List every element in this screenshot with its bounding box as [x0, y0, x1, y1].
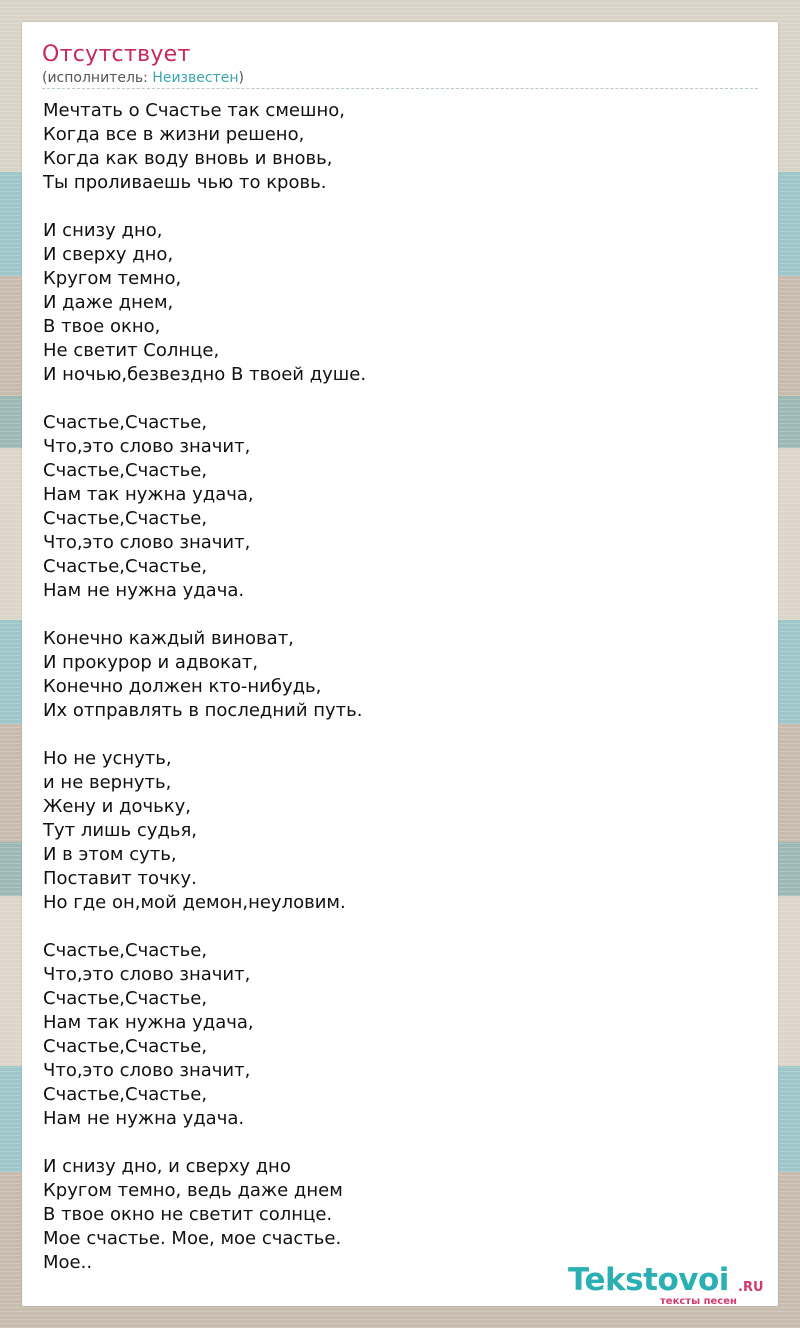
lyric-line: Когда все в жизни решено, — [43, 124, 305, 145]
lyric-line: Тут лишь судья, — [43, 820, 198, 841]
lyric-line — [43, 723, 743, 747]
lyric-line: Что,это слово значит, — [43, 1060, 251, 1081]
lyric-line: И в этом суть, — [43, 844, 177, 865]
artist-link[interactable]: Неизвестен — [152, 70, 239, 86]
lyric-line: Что,это слово значит, — [43, 532, 251, 553]
lyric-line — [43, 915, 743, 939]
lyric-line: Нам так нужна удача, — [43, 1012, 254, 1033]
lyric-line: Но где он,мой демон,неуловим. — [43, 892, 346, 913]
lyric-line: И сверху дно, — [43, 244, 174, 265]
lyric-line: Счастье,Счастье, — [43, 940, 208, 961]
lyric-line — [43, 603, 743, 627]
lyric-line: В твое окно не светит солнце. — [43, 1204, 333, 1225]
logo-tagline: тексты песен — [660, 1296, 737, 1307]
lyric-line: Счастье,Счастье, — [43, 1036, 208, 1057]
lyric-line: Что,это слово значит, — [43, 964, 251, 985]
lyric-line: Мое.. — [43, 1252, 93, 1273]
artist-line — [42, 70, 244, 86]
lyric-line: Счастье,Счастье, — [43, 460, 208, 481]
lyric-line: Когда как воду вновь и вновь, — [43, 148, 333, 169]
lyric-line: И снизу дно, — [43, 220, 163, 241]
lyric-line: Что,это слово значит, — [43, 436, 251, 457]
lyric-line: Счастье,Счастье, — [43, 1084, 208, 1105]
lyric-line: Мое счастье. Мое, мое счастье. — [43, 1228, 342, 1249]
lyric-line: Счастье,Счастье, — [43, 556, 208, 577]
site-logo[interactable] — [568, 1262, 774, 1306]
lyric-line: Мечтать о Счастье так смешно, — [43, 100, 345, 121]
lyric-line: Их отправлять в последний путь. — [43, 700, 363, 721]
lyric-line: Поставит точку. — [43, 868, 197, 889]
lyrics-card — [22, 22, 778, 1306]
lyric-line — [43, 195, 743, 219]
lyric-line — [43, 1131, 743, 1155]
logo-tld: .RU — [738, 1280, 764, 1295]
logo-wordmark: Tekstovoi — [568, 1262, 729, 1298]
lyric-line: Но не уснуть, — [43, 748, 172, 769]
lyric-line: И даже днем, — [43, 292, 174, 313]
title-divider — [42, 88, 758, 89]
lyric-line: В твое окно, — [43, 316, 161, 337]
lyrics-text — [43, 99, 743, 1275]
lyric-line: Счастье,Счастье, — [43, 988, 208, 1009]
lyric-line: Конечно каждый виноват, — [43, 628, 294, 649]
lyric-line: Кругом темно, — [43, 268, 182, 289]
lyric-line: И прокурор и адвокат, — [43, 652, 259, 673]
artist-prefix: (исполнитель: — [42, 70, 153, 86]
lyric-line: Нам так нужна удача, — [43, 484, 254, 505]
lyric-line: Счастье,Счастье, — [43, 412, 208, 433]
lyric-line: И снизу дно, и сверху дно — [43, 1156, 291, 1177]
lyric-line: Нам не нужна удача. — [43, 1108, 245, 1129]
lyric-line: Счастье,Счастье, — [43, 508, 208, 529]
lyric-line: Не светит Солнце, — [43, 340, 220, 361]
lyric-line: И ночью,безвездно В твоей душе. — [43, 364, 367, 385]
lyric-line — [43, 387, 743, 411]
lyric-line: Кругом темно, ведь даже днем — [43, 1180, 343, 1201]
lyric-line: Жену и дочьку, — [43, 796, 191, 817]
lyric-line: Ты проливаешь чью то кровь. — [43, 172, 327, 193]
lyric-line: Конечно должен кто-нибудь, — [43, 676, 322, 697]
artist-suffix: ) — [238, 70, 244, 86]
lyric-line: Нам не нужна удача. — [43, 580, 245, 601]
song-title: Отсутствует — [42, 42, 191, 67]
lyric-line: и не вернуть, — [43, 772, 172, 793]
